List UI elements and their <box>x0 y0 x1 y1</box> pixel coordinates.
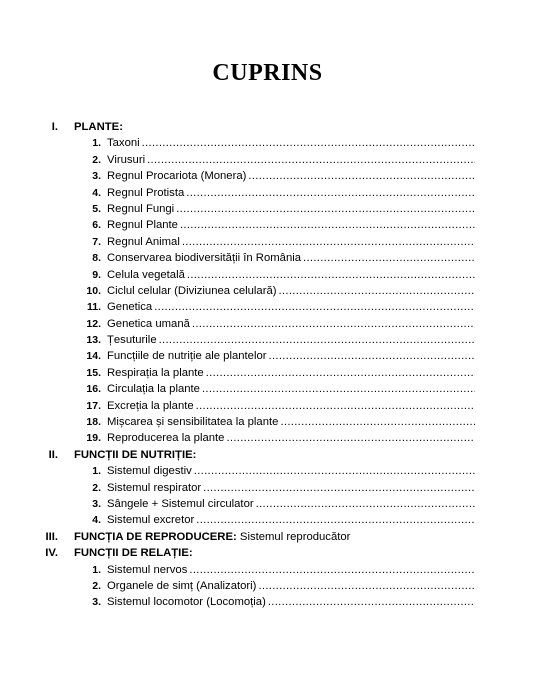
item-line <box>107 283 475 299</box>
section-title <box>74 447 196 463</box>
item-text: Virusuri <box>107 153 146 166</box>
item-line <box>107 250 475 266</box>
item-number: 1. <box>92 465 101 478</box>
section-title-text: FUNCȚII DE NUTRIȚIE: <box>74 448 197 461</box>
item-line <box>107 562 475 578</box>
dot-leader <box>268 594 475 610</box>
toc-item-row[interactable] <box>0 562 535 578</box>
dot-leader <box>186 185 475 201</box>
toc-item-row[interactable] <box>0 168 535 184</box>
toc-item-row[interactable] <box>0 578 535 594</box>
item-line <box>107 365 475 381</box>
toc-item-row[interactable] <box>0 250 535 266</box>
item-line <box>107 414 475 430</box>
dot-leader <box>203 480 475 496</box>
item-line <box>107 267 475 283</box>
section-title-text: FUNCȚIA DE REPRODUCERE: <box>74 530 237 543</box>
item-number: 12. <box>86 317 101 330</box>
item-text: Genetica umană <box>107 317 190 330</box>
toc-item-row[interactable] <box>0 135 535 151</box>
item-line <box>107 168 475 184</box>
item-number: 2. <box>92 481 101 494</box>
item-line <box>107 381 475 397</box>
item-line <box>107 152 475 168</box>
dot-leader <box>196 512 475 528</box>
dot-leader <box>176 201 475 217</box>
toc-section-row[interactable] <box>0 447 535 463</box>
item-text: Genetica <box>107 301 153 314</box>
dot-leader <box>180 217 475 233</box>
item-number: 4. <box>92 186 101 199</box>
table-of-contents <box>0 119 535 611</box>
section-number: II. <box>48 448 58 461</box>
toc-item-row[interactable] <box>0 283 535 299</box>
dot-leader <box>256 496 475 512</box>
dot-leader <box>280 414 475 430</box>
section-number: IV. <box>45 547 58 560</box>
dot-leader <box>147 152 475 168</box>
item-text: Organele de simț (Analizatori) <box>107 579 257 592</box>
section-number: I. <box>51 121 58 133</box>
toc-item-row[interactable] <box>0 496 535 512</box>
item-text: Taxoni <box>107 137 140 150</box>
item-line <box>107 430 475 446</box>
dot-leader <box>269 348 475 364</box>
item-number: 1. <box>92 563 101 576</box>
toc-item-row[interactable] <box>0 267 535 283</box>
item-line <box>107 299 475 315</box>
toc-item-row[interactable] <box>0 152 535 168</box>
toc-item-row[interactable] <box>0 463 535 479</box>
item-number: 13. <box>86 334 101 347</box>
item-number: 19. <box>86 432 101 445</box>
item-line <box>107 480 475 496</box>
item-number: 8. <box>92 252 101 265</box>
toc-section-row[interactable] <box>0 119 535 135</box>
dot-leader <box>206 365 475 381</box>
item-text: Sistemul locomotor (Locomoția) <box>107 596 266 609</box>
section-title-rest: Sistemul reproducător <box>236 530 351 543</box>
toc-item-row[interactable] <box>0 185 535 201</box>
dot-leader <box>154 299 475 315</box>
item-text: Regnul Plante <box>107 219 178 232</box>
item-number: 17. <box>86 399 101 412</box>
section-title-text: FUNCȚII DE RELAȚIE: <box>74 547 193 560</box>
item-number: 3. <box>92 497 101 510</box>
item-number: 11. <box>86 301 101 314</box>
dot-leader <box>226 430 475 446</box>
dot-leader <box>192 316 475 332</box>
item-text: Regnul Protista <box>107 186 185 199</box>
item-line <box>107 463 475 479</box>
section-title <box>74 545 193 561</box>
item-line <box>107 332 475 348</box>
item-number: 18. <box>86 416 101 429</box>
dot-leader <box>159 332 475 348</box>
item-text: Mișcarea și sensibilitatea la plante <box>107 416 279 429</box>
item-text: Sistemul nervos <box>107 563 188 576</box>
dot-leader <box>303 250 475 266</box>
item-line <box>107 348 475 364</box>
item-line <box>107 234 475 250</box>
dot-leader <box>182 234 475 250</box>
dot-leader <box>142 135 475 151</box>
page-title: CUPRINS <box>212 60 323 86</box>
item-number: 7. <box>92 235 101 248</box>
item-number: 2. <box>92 579 101 592</box>
item-number: 15. <box>86 366 101 379</box>
item-line <box>107 512 475 528</box>
item-number: 1. <box>92 137 101 150</box>
item-line <box>107 398 475 414</box>
item-number: 2. <box>92 153 101 166</box>
dot-leader <box>187 267 475 283</box>
item-text: Celula vegetală <box>107 268 185 281</box>
section-title <box>74 529 350 545</box>
item-line <box>107 135 475 151</box>
toc-item-row[interactable] <box>0 348 535 364</box>
dot-leader <box>248 168 475 184</box>
item-text: Ciclul celular (Diviziunea celulară) <box>107 284 277 297</box>
item-text: Conservarea biodiversității în România <box>107 252 302 265</box>
item-number: 10. <box>86 284 101 297</box>
item-text: Regnul Procariota (Monera) <box>107 170 247 183</box>
toc-item-row[interactable] <box>0 414 535 430</box>
section-number: III. <box>45 530 58 543</box>
dot-leader <box>258 578 475 594</box>
dot-leader <box>189 562 475 578</box>
item-text: Excreția la plante <box>107 399 194 412</box>
toc-item-row[interactable] <box>0 512 535 528</box>
item-number: 14. <box>86 350 101 363</box>
item-text: Sistemul digestiv <box>107 465 192 478</box>
item-text: Țesuturile <box>107 334 157 347</box>
item-line <box>107 185 475 201</box>
item-line <box>107 496 475 512</box>
item-number: 4. <box>92 514 101 527</box>
item-text: Circulația la plante <box>107 383 200 396</box>
toc-item-row[interactable] <box>0 332 535 348</box>
item-text: Regnul Animal <box>107 235 180 248</box>
toc-item-row[interactable] <box>0 594 535 610</box>
item-text: Regnul Fungi <box>107 202 175 215</box>
item-number: 9. <box>92 268 101 281</box>
toc-item-row[interactable] <box>0 430 535 446</box>
item-line <box>107 594 475 610</box>
item-text: Reproducerea la plante <box>107 432 225 445</box>
item-text: Respirația la plante <box>107 366 204 379</box>
item-line <box>107 201 475 217</box>
item-text: Sângele + Sistemul circulator <box>107 497 254 510</box>
toc-section-row[interactable] <box>0 545 535 561</box>
item-number: 3. <box>92 170 101 183</box>
item-text: Funcțiile de nutriție ale plantelor <box>107 350 267 363</box>
toc-item-row[interactable] <box>0 398 535 414</box>
dot-leader <box>194 463 475 479</box>
item-number: 3. <box>92 596 101 609</box>
item-line <box>107 578 475 594</box>
item-text: Sistemul excretor <box>107 514 195 527</box>
toc-item-row[interactable] <box>0 480 535 496</box>
dot-leader <box>196 398 475 414</box>
toc-item-row[interactable] <box>0 234 535 250</box>
toc-item-row[interactable] <box>0 365 535 381</box>
toc-item-row[interactable] <box>0 381 535 397</box>
section-title <box>74 119 123 135</box>
toc-item-row[interactable] <box>0 299 535 315</box>
section-title-text: PLANTE: <box>74 121 123 133</box>
toc-section-row[interactable] <box>0 529 535 545</box>
item-number: 16. <box>86 383 101 396</box>
item-text: Sistemul respirator <box>107 481 202 494</box>
item-line <box>107 217 475 233</box>
item-line <box>107 316 475 332</box>
toc-item-row[interactable] <box>0 201 535 217</box>
toc-item-row[interactable] <box>0 316 535 332</box>
toc-item-row[interactable] <box>0 217 535 233</box>
dot-leader <box>202 381 475 397</box>
item-number: 5. <box>92 202 101 215</box>
item-number: 6. <box>92 219 101 232</box>
dot-leader <box>279 283 475 299</box>
